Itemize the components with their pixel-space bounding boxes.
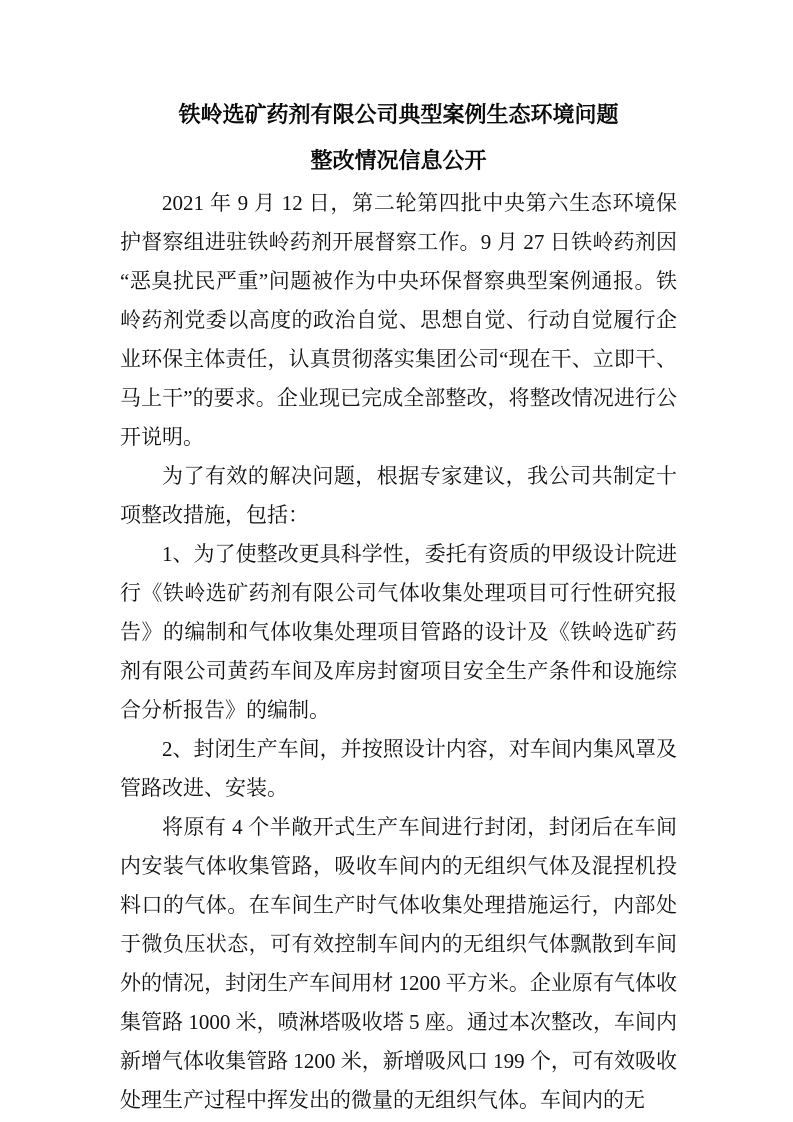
document-title-line-2: 整改情况信息公开 [310,148,487,173]
paragraph-measure-2-detail: 将原有 4 个半敞开式生产车间进行封闭，封闭后在车间内安装气体收集管路，吸收车间内的无组织气体及混捏机投料口的气体。在车间生产时气体收集处理措施运行，内部处于微负压状态，可有效控制车间内的无组织气体飘散到车间外的情况，封闭生产车间用材 1200 平方米。企业原有气体收集管路 1000 米，喷淋塔吸收塔 5 座。通过本次整改，车间内新增气体收集管路 1200 米，新增吸风口 199 个，可有效吸收处理生产过程中挥发出的微量的无组织气体。车间内的无 [120,815,677,1112]
document-title [120,92,677,184]
document-title-line-1: 铁岭选矿药剂有限公司典型案例生态环境问题 [178,102,619,127]
paragraph-measure-2: 2、封闭生产车间，并按照设计内容，对车间内集风罩及管路改进、安装。 [120,737,677,800]
paragraph-intro: 2021 年 9 月 12 日，第二轮第四批中央第六生态环境保护督察组进驻铁岭药剂开展督察工作。9 月 27 日铁岭药剂因“恶臭扰民严重”问题被作为中央环保督察典型案例通报。铁岭药剂党委以高度的政治自觉、思想自觉、行动自觉履行企业环保主体责任，认真贯彻落实集团公司“现在干、立即干、马上干”的要求。企业现已完成全部整改，将整改情况进行公开说明。 [120,191,677,449]
paragraph-measures-lead: 为了有效的解决问题，根据专家建议，我公司共制定十项整改措施，包括： [120,464,677,527]
document-content [120,92,677,1120]
document-body [120,184,677,1120]
paragraph-measure-1: 1、为了使整改更具科学性，委托有资质的甲级设计院进行《铁岭选矿药剂有限公司气体收集处理项目可行性研究报告》的编制和气体收集处理项目管路的设计及《铁岭选矿药剂有限公司黄药车间及库房封窗项目安全生产条件和设施综合分析报告》的编制。 [120,542,677,722]
